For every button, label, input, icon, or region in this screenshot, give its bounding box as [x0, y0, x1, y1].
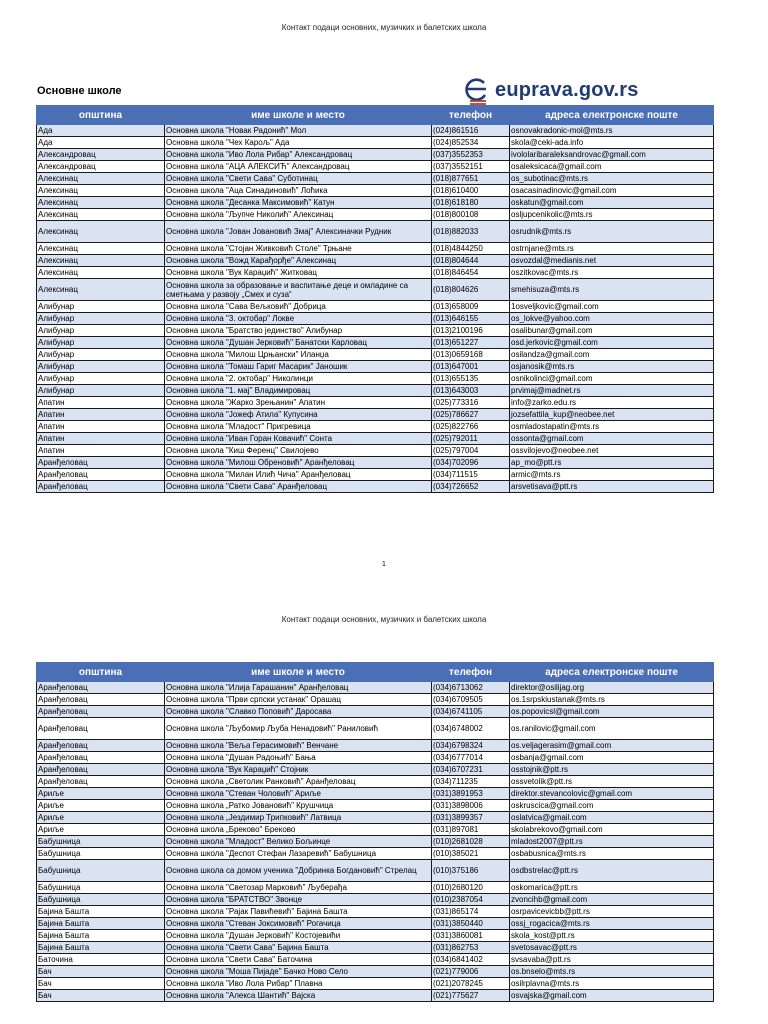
cell-municipality: Алибунар — [37, 313, 165, 325]
cell-municipality: Бајина Башта — [37, 906, 165, 918]
cell-school: Основна школа "Иван Горан Ковачић" Сонта — [165, 433, 432, 445]
cell-email[interactable]: svsavaba@ptt.rs — [510, 954, 714, 966]
table-row — [37, 313, 714, 325]
table-row — [37, 906, 714, 918]
cell-municipality: Алексинац — [37, 173, 165, 185]
table-row — [37, 397, 714, 409]
cell-municipality: Бабушница — [37, 894, 165, 906]
table-row — [37, 349, 714, 361]
cell-email[interactable]: os.veljagerasim@gmail.com — [510, 740, 714, 752]
cell-email[interactable]: osrudnik@mts.rs — [510, 221, 714, 243]
cell-municipality: Бабушница — [37, 860, 165, 882]
cell-municipality: Аранђеловац — [37, 764, 165, 776]
cell-email[interactable]: svetosavac@ptt.rs — [510, 942, 714, 954]
cell-school: Основна школа "Свети Сава" Баточина — [165, 954, 432, 966]
section-title: Основне школе — [37, 85, 122, 97]
cell-school: Основна школа "Први српски устанак" Орашац — [165, 694, 432, 706]
table-row — [37, 752, 714, 764]
table-row — [37, 978, 714, 990]
table-row — [37, 990, 714, 1002]
cell-phone: (034)6707231 — [432, 764, 510, 776]
cell-phone: (013)658009 — [432, 301, 510, 313]
cell-school: Основна школа „Ратко Јовановић" Крушчица — [165, 800, 432, 812]
table-row — [37, 209, 714, 221]
cell-email[interactable]: osbanja@gmail.com — [510, 752, 714, 764]
cell-school: Основна школа "Јован Јовановић Змај" Алексиначки Рудник — [165, 221, 432, 243]
cell-municipality: Ариље — [37, 824, 165, 836]
cell-school: Основна школа "Томаш Гариг Масарик" Јаношик — [165, 361, 432, 373]
cell-municipality: Ариље — [37, 812, 165, 824]
cell-school: Основна школа "Милош Обреновић" Аранђеловац — [165, 457, 432, 469]
cell-school: Основна школа "Веља Герасимовић" Венчане — [165, 740, 432, 752]
cell-phone: (034)711235 — [432, 776, 510, 788]
cell-phone: (025)786627 — [432, 409, 510, 421]
cell-phone: (021)779006 — [432, 966, 510, 978]
cell-school: Основна школа "Алекса Шантић" Вајска — [165, 990, 432, 1002]
cell-municipality: Бабушница — [37, 882, 165, 894]
cell-phone: (013)647001 — [432, 361, 510, 373]
table-row — [37, 848, 714, 860]
cell-email[interactable]: osilandza@gmail.com — [510, 349, 714, 361]
col-school: име школе и место — [165, 106, 432, 125]
cell-email[interactable]: zvoncihb@gmail.com — [510, 894, 714, 906]
cell-school: Основна школа "Душан Радоњић" Бања — [165, 752, 432, 764]
cell-school: Основна школа "Стеван Чоловић" Ариље — [165, 788, 432, 800]
cell-phone: (031)3898006 — [432, 800, 510, 812]
cell-school: Основна школа "Вук Караџић" Житковац — [165, 267, 432, 279]
table-row — [37, 954, 714, 966]
table-row — [37, 301, 714, 313]
cell-school: Основна школа "1. мај" Владимировац — [165, 385, 432, 397]
cell-municipality: Бач — [37, 966, 165, 978]
table-row — [37, 125, 714, 137]
cell-phone: (034)6709505 — [432, 694, 510, 706]
table-row — [37, 894, 714, 906]
cell-municipality: Александровац — [37, 161, 165, 173]
cell-school: Основна школа "2. октобар" Николинци — [165, 373, 432, 385]
cell-email[interactable]: os.1srpskiustanak@mts.rs — [510, 694, 714, 706]
cell-school: Основна школа "Свети Сава" Бајина Башта — [165, 942, 432, 954]
page-number: 1 — [382, 561, 386, 568]
cell-school: Основна школа са домом ученика "Добринка Богдановић" Стрелац — [165, 860, 432, 882]
cell-school: Основна школа "Братство јединство" Алибунар — [165, 325, 432, 337]
schools-table-page1 — [36, 105, 714, 493]
cell-municipality: Бајина Башта — [37, 918, 165, 930]
table-row — [37, 836, 714, 848]
table-row — [37, 433, 714, 445]
cell-email[interactable]: os.popovicsl@gmail.com — [510, 706, 714, 718]
cell-school: Основна школа "Илија Гарашанин" Аранђеловац — [165, 682, 432, 694]
cell-municipality: Алибунар — [37, 301, 165, 313]
cell-municipality: Алибунар — [37, 361, 165, 373]
cell-municipality: Алексинац — [37, 255, 165, 267]
cell-municipality: Аранђеловац — [37, 740, 165, 752]
cell-municipality: Аранђеловац — [37, 481, 165, 493]
col-email: адреса електронске поште — [510, 106, 714, 125]
cell-phone: (031)862753 — [432, 942, 510, 954]
cell-municipality: Аранђеловац — [37, 469, 165, 481]
cell-phone: (018)804644 — [432, 255, 510, 267]
cell-email[interactable]: osstojnik@ptt.rs — [510, 764, 714, 776]
cell-email[interactable]: skolabrekovo@gmail.com — [510, 824, 714, 836]
euprava-logo[interactable] — [462, 70, 662, 110]
page-header: Контакт подаци основних, музичких и балетских школа — [281, 23, 487, 32]
cell-phone: (034)6798324 — [432, 740, 510, 752]
table-row — [37, 243, 714, 255]
cell-school: Основна школа „Јездимир Трипковић" Латвица — [165, 812, 432, 824]
cell-school: Основна школа "Стојан Живковић Столе" Трњане — [165, 243, 432, 255]
cell-school: Основна школа "Чех Карољ" Ада — [165, 137, 432, 149]
table-header-row — [37, 106, 714, 125]
cell-school: Основна школа "Стеван Јоксимовић" Рогачица — [165, 918, 432, 930]
cell-email[interactable]: ossonta@gmail.com — [510, 433, 714, 445]
cell-email[interactable]: smehisuza@mts.rs — [510, 279, 714, 301]
cell-school: Основна школа "Вожд Карађорђе" Алексинац — [165, 255, 432, 267]
cell-email[interactable]: osvajska@gmail.com — [510, 990, 714, 1002]
table-row — [37, 255, 714, 267]
table-row — [37, 279, 714, 301]
cell-email[interactable]: os.bnselo@mts.rs — [510, 966, 714, 978]
table-row — [37, 718, 714, 740]
cell-school: Основна школа "Рајак Павићевић" Бајина Башта — [165, 906, 432, 918]
table-row — [37, 824, 714, 836]
cell-municipality: Бајина Башта — [37, 930, 165, 942]
table-row — [37, 942, 714, 954]
cell-phone: (031)3891953 — [432, 788, 510, 800]
cell-phone: (010)2680120 — [432, 882, 510, 894]
table-row — [37, 149, 714, 161]
cell-phone: (025)773316 — [432, 397, 510, 409]
cell-email[interactable]: osdbstrelac@ptt.rs — [510, 860, 714, 882]
cell-school: Основна школа "Јожеф Атила" Купусина — [165, 409, 432, 421]
cell-municipality: Аранђеловац — [37, 776, 165, 788]
col-municipality: општина — [37, 663, 165, 682]
cell-municipality: Апатин — [37, 433, 165, 445]
cell-municipality: Бач — [37, 978, 165, 990]
cell-email[interactable]: osaleksicaca@gmail.com — [510, 161, 714, 173]
cell-email[interactable]: direktor@osilijag.org — [510, 682, 714, 694]
cell-municipality: Алексинац — [37, 279, 165, 301]
cell-municipality: Алексинац — [37, 197, 165, 209]
cell-email[interactable]: oskomarica@ptt.rs — [510, 882, 714, 894]
cell-phone: (037)3552353 — [432, 149, 510, 161]
cell-phone: (018)4844250 — [432, 243, 510, 255]
cell-municipality: Бач — [37, 990, 165, 1002]
cell-municipality: Алибунар — [37, 337, 165, 349]
cell-phone: (031)865174 — [432, 906, 510, 918]
cell-school: Основна школа "Иво Лола Рибар" Александровац — [165, 149, 432, 161]
table-row — [37, 812, 714, 824]
cell-school: Основна школа "Славко Поповић" Даросава — [165, 706, 432, 718]
cell-phone: (031)3899357 — [432, 812, 510, 824]
cell-school: Основна школа "Десанка Максимовић" Катун — [165, 197, 432, 209]
cell-school: Основна школа "Вук Караџић" Стојник — [165, 764, 432, 776]
cell-municipality: Алексинац — [37, 221, 165, 243]
cell-school: Основна школа "Сава Вељковић" Добрица — [165, 301, 432, 313]
cell-email[interactable]: osljupcenikolic@mts.rs — [510, 209, 714, 221]
cell-school: Основна школа за образовање и васпитање деце и омладине са сметњама у развоју „Смех и суза“ — [165, 279, 432, 301]
cell-email[interactable]: mladost2007@ptt.rs — [510, 836, 714, 848]
cell-phone: (018)800108 — [432, 209, 510, 221]
cell-phone: (031)3860081 — [432, 930, 510, 942]
cell-municipality: Аранђеловац — [37, 718, 165, 740]
cell-municipality: Алибунар — [37, 325, 165, 337]
cell-email[interactable]: skola_kost@ptt.rs — [510, 930, 714, 942]
cell-school: Основна школа "Милан Илић Чича" Аранђеловац — [165, 469, 432, 481]
cell-phone: (034)6741105 — [432, 706, 510, 718]
table-row — [37, 361, 714, 373]
cell-school: Основна школа "АЦА АЛЕКСИЋ" Александровац — [165, 161, 432, 173]
table-row — [37, 776, 714, 788]
col-phone: телефон — [432, 663, 510, 682]
cell-municipality: Аранђеловац — [37, 752, 165, 764]
cell-email[interactable]: 1osveljkovic@gmail.com — [510, 301, 714, 313]
cell-phone: (034)6713062 — [432, 682, 510, 694]
cell-school: Основна школа "Свети Сава" Суботинац — [165, 173, 432, 185]
cell-email[interactable]: osjanosik@mts.rs — [510, 361, 714, 373]
cell-school: Основна школа "БРАТСТВО" Звонце — [165, 894, 432, 906]
table-row — [37, 882, 714, 894]
cell-school: Основна школа "Новак Радонић" Мол — [165, 125, 432, 137]
cell-email[interactable]: jozsefattila_kup@neobee.net — [510, 409, 714, 421]
table-row — [37, 409, 714, 421]
cell-school: Основна школа "Љупче Николић" Алексинац — [165, 209, 432, 221]
col-school: име школе и место — [165, 663, 432, 682]
cell-email[interactable]: osacasinadinovic@gmail.com — [510, 185, 714, 197]
table-row — [37, 682, 714, 694]
cell-school: Основна школа "Иво Лола Рибар" Плавна — [165, 978, 432, 990]
cell-email[interactable]: osilrplavna@mts.rs — [510, 978, 714, 990]
table-row — [37, 918, 714, 930]
cell-school: Основна школа „Светолик Ранковић" Аранђеловац — [165, 776, 432, 788]
cell-municipality: Апатин — [37, 421, 165, 433]
cell-phone: (034)711515 — [432, 469, 510, 481]
cell-email[interactable]: osalibunar@gmail.com — [510, 325, 714, 337]
cell-email[interactable]: osnovakradonic-mol@mts.rs — [510, 125, 714, 137]
table-row — [37, 161, 714, 173]
cell-phone: (037)3552151 — [432, 161, 510, 173]
cell-municipality: Бајина Башта — [37, 942, 165, 954]
cell-school: Основна школа "Киш Ференц" Свилојево — [165, 445, 432, 457]
cell-email[interactable]: ossvetolik@ptt.rs — [510, 776, 714, 788]
cell-school: Основна школа "Жарко Зрењанин" Апатин — [165, 397, 432, 409]
table-row — [37, 267, 714, 279]
cell-municipality: Баточина — [37, 954, 165, 966]
cell-phone: (018)877651 — [432, 173, 510, 185]
table-row — [37, 445, 714, 457]
cell-email[interactable]: osvozdal@medianis.net — [510, 255, 714, 267]
cell-phone: (031)897081 — [432, 824, 510, 836]
schools-table-page2 — [36, 662, 714, 1002]
cell-email[interactable]: osrpavicevicbb@ptt.rs — [510, 906, 714, 918]
cell-municipality: Алексинац — [37, 243, 165, 255]
cell-phone: (025)797004 — [432, 445, 510, 457]
table-header-row — [37, 663, 714, 682]
cell-municipality: Алибунар — [37, 349, 165, 361]
cell-municipality: Ада — [37, 125, 165, 137]
cell-email[interactable]: osd.jerkovic@gmail.com — [510, 337, 714, 349]
cell-phone: (025)822766 — [432, 421, 510, 433]
cell-municipality: Ариље — [37, 800, 165, 812]
logo-text: euprava.gov.rs — [495, 78, 639, 101]
cell-email[interactable]: os.ranilovic@gmail.com — [510, 718, 714, 740]
col-municipality: општина — [37, 106, 165, 125]
table-row — [37, 764, 714, 776]
cell-school: Основна школа "Љубомир Љуба Ненадовић" Раниловић — [165, 718, 432, 740]
cell-municipality: Апатин — [37, 445, 165, 457]
cell-phone: (010)2387054 — [432, 894, 510, 906]
cell-municipality: Алексинац — [37, 267, 165, 279]
table-row — [37, 385, 714, 397]
cell-phone: (021)775627 — [432, 990, 510, 1002]
table-row — [37, 740, 714, 752]
cell-school: Основна школа „Бреково" Бреково — [165, 824, 432, 836]
cell-municipality: Бабушница — [37, 836, 165, 848]
cell-phone: (010)385021 — [432, 848, 510, 860]
cell-phone: (013)655135 — [432, 373, 510, 385]
cell-email[interactable]: ap_mo@ptt.rs — [510, 457, 714, 469]
cell-school: Основна школа "Деспот Стефан Лазаревић" Бабушница — [165, 848, 432, 860]
cell-municipality: Аранђеловац — [37, 682, 165, 694]
table-row — [37, 325, 714, 337]
table-row — [37, 860, 714, 882]
cell-municipality: Алексинац — [37, 209, 165, 221]
cell-school: Основна школа "Душан Јерковић" Банатски Карловац — [165, 337, 432, 349]
table-row — [37, 694, 714, 706]
table-row — [37, 966, 714, 978]
cell-municipality: Ариље — [37, 788, 165, 800]
cell-phone: (018)610400 — [432, 185, 510, 197]
table-row — [37, 800, 714, 812]
cell-email[interactable]: osbabusnica@mts.rs — [510, 848, 714, 860]
cell-email[interactable]: ossvilojevo@neobee.net — [510, 445, 714, 457]
cell-phone: (018)882033 — [432, 221, 510, 243]
cell-municipality: Ада — [37, 137, 165, 149]
table-row — [37, 197, 714, 209]
table-row — [37, 421, 714, 433]
cell-phone: (013)643003 — [432, 385, 510, 397]
col-email: адреса електронске поште — [510, 663, 714, 682]
cell-municipality: Алексинац — [37, 185, 165, 197]
cell-phone: (034)702096 — [432, 457, 510, 469]
cell-municipality: Апатин — [37, 409, 165, 421]
cell-email[interactable]: arsvetisava@ptt.rs — [510, 481, 714, 493]
table-row — [37, 173, 714, 185]
cell-municipality: Апатин — [37, 397, 165, 409]
cell-email[interactable]: ostrnjane@mts.rs — [510, 243, 714, 255]
cell-phone: (013)2100196 — [432, 325, 510, 337]
table-row — [37, 337, 714, 349]
page-header-2: Контакт подаци основних, музичких и балетских школа — [281, 615, 487, 624]
cell-municipality: Алибунар — [37, 385, 165, 397]
cell-email[interactable]: ossj_rogacica@mts.rs — [510, 918, 714, 930]
cell-school: Основна школа "Младост" Пригревица — [165, 421, 432, 433]
cell-school: Основна школа "Светозар Марковић" Љуберађа — [165, 882, 432, 894]
cell-email[interactable]: prvimaj@madnet.rs — [510, 385, 714, 397]
cell-email[interactable]: osmladostapatin@mts.rs — [510, 421, 714, 433]
euprava-e-icon — [462, 73, 492, 107]
table-row — [37, 469, 714, 481]
cell-email[interactable]: direktor.stevancolovic@gmail.com — [510, 788, 714, 800]
cell-phone: (010)375186 — [432, 860, 510, 882]
cell-school: Основна школа "3. октобар" Локве — [165, 313, 432, 325]
cell-phone: (024)861516 — [432, 125, 510, 137]
table-row — [37, 706, 714, 718]
cell-school: Основна школа "Моша Пијаде" Бачко Ново Село — [165, 966, 432, 978]
cell-email[interactable]: os_lokve@yahoo.com — [510, 313, 714, 325]
cell-phone: (010)2681028 — [432, 836, 510, 848]
cell-email[interactable]: oszitkovac@mts.rs — [510, 267, 714, 279]
cell-phone: (031)3850440 — [432, 918, 510, 930]
cell-phone: (021)2078245 — [432, 978, 510, 990]
table-row — [37, 481, 714, 493]
cell-school: Основна школа "Душан Јерковић" Костојевићи — [165, 930, 432, 942]
cell-email[interactable]: armic@mts.rs — [510, 469, 714, 481]
table-row — [37, 930, 714, 942]
cell-phone: (018)618180 — [432, 197, 510, 209]
cell-phone: (034)6748002 — [432, 718, 510, 740]
cell-email[interactable]: oskatun@gmail.com — [510, 197, 714, 209]
cell-phone: (013)646155 — [432, 313, 510, 325]
table-row — [37, 788, 714, 800]
cell-phone: (013)651227 — [432, 337, 510, 349]
cell-municipality: Аранђеловац — [37, 457, 165, 469]
cell-phone: (034)726652 — [432, 481, 510, 493]
cell-school: Основна школа "Младост" Велико Бољинце — [165, 836, 432, 848]
cell-email[interactable]: info@zarko.edu.rs — [510, 397, 714, 409]
cell-municipality: Александровац — [37, 149, 165, 161]
cell-phone: (013)0659168 — [432, 349, 510, 361]
cell-school: Основна школа "Свети Сава" Аранђеловац — [165, 481, 432, 493]
table-row — [37, 137, 714, 149]
cell-email[interactable]: osnikolinci@gmail.com — [510, 373, 714, 385]
cell-school: Основна школа "Милош Црњански" Иланџа — [165, 349, 432, 361]
table-row — [37, 185, 714, 197]
cell-phone: (018)804626 — [432, 279, 510, 301]
cell-phone: (034)6777014 — [432, 752, 510, 764]
cell-municipality: Алибунар — [37, 373, 165, 385]
cell-phone: (025)792011 — [432, 433, 510, 445]
cell-email[interactable]: os_subotinac@mts.rs — [510, 173, 714, 185]
cell-municipality: Аранђеловац — [37, 694, 165, 706]
cell-municipality: Аранђеловац — [37, 706, 165, 718]
cell-email[interactable]: oslatvica@gmail.com — [510, 812, 714, 824]
table-row — [37, 457, 714, 469]
table-row — [37, 373, 714, 385]
cell-school: Основна школа "Аца Синадиновић" Лоћика — [165, 185, 432, 197]
cell-phone: (024)852534 — [432, 137, 510, 149]
cell-email[interactable]: skola@ceki-ada.info — [510, 137, 714, 149]
table-row — [37, 221, 714, 243]
cell-email[interactable]: ivololaribaraleksandrovac@gmail.com — [510, 149, 714, 161]
col-phone: телефон — [432, 106, 510, 125]
cell-email[interactable]: oskruscica@gmail.com — [510, 800, 714, 812]
cell-phone: (018)846454 — [432, 267, 510, 279]
cell-phone: (034)6841402 — [432, 954, 510, 966]
cell-municipality: Бабушница — [37, 848, 165, 860]
